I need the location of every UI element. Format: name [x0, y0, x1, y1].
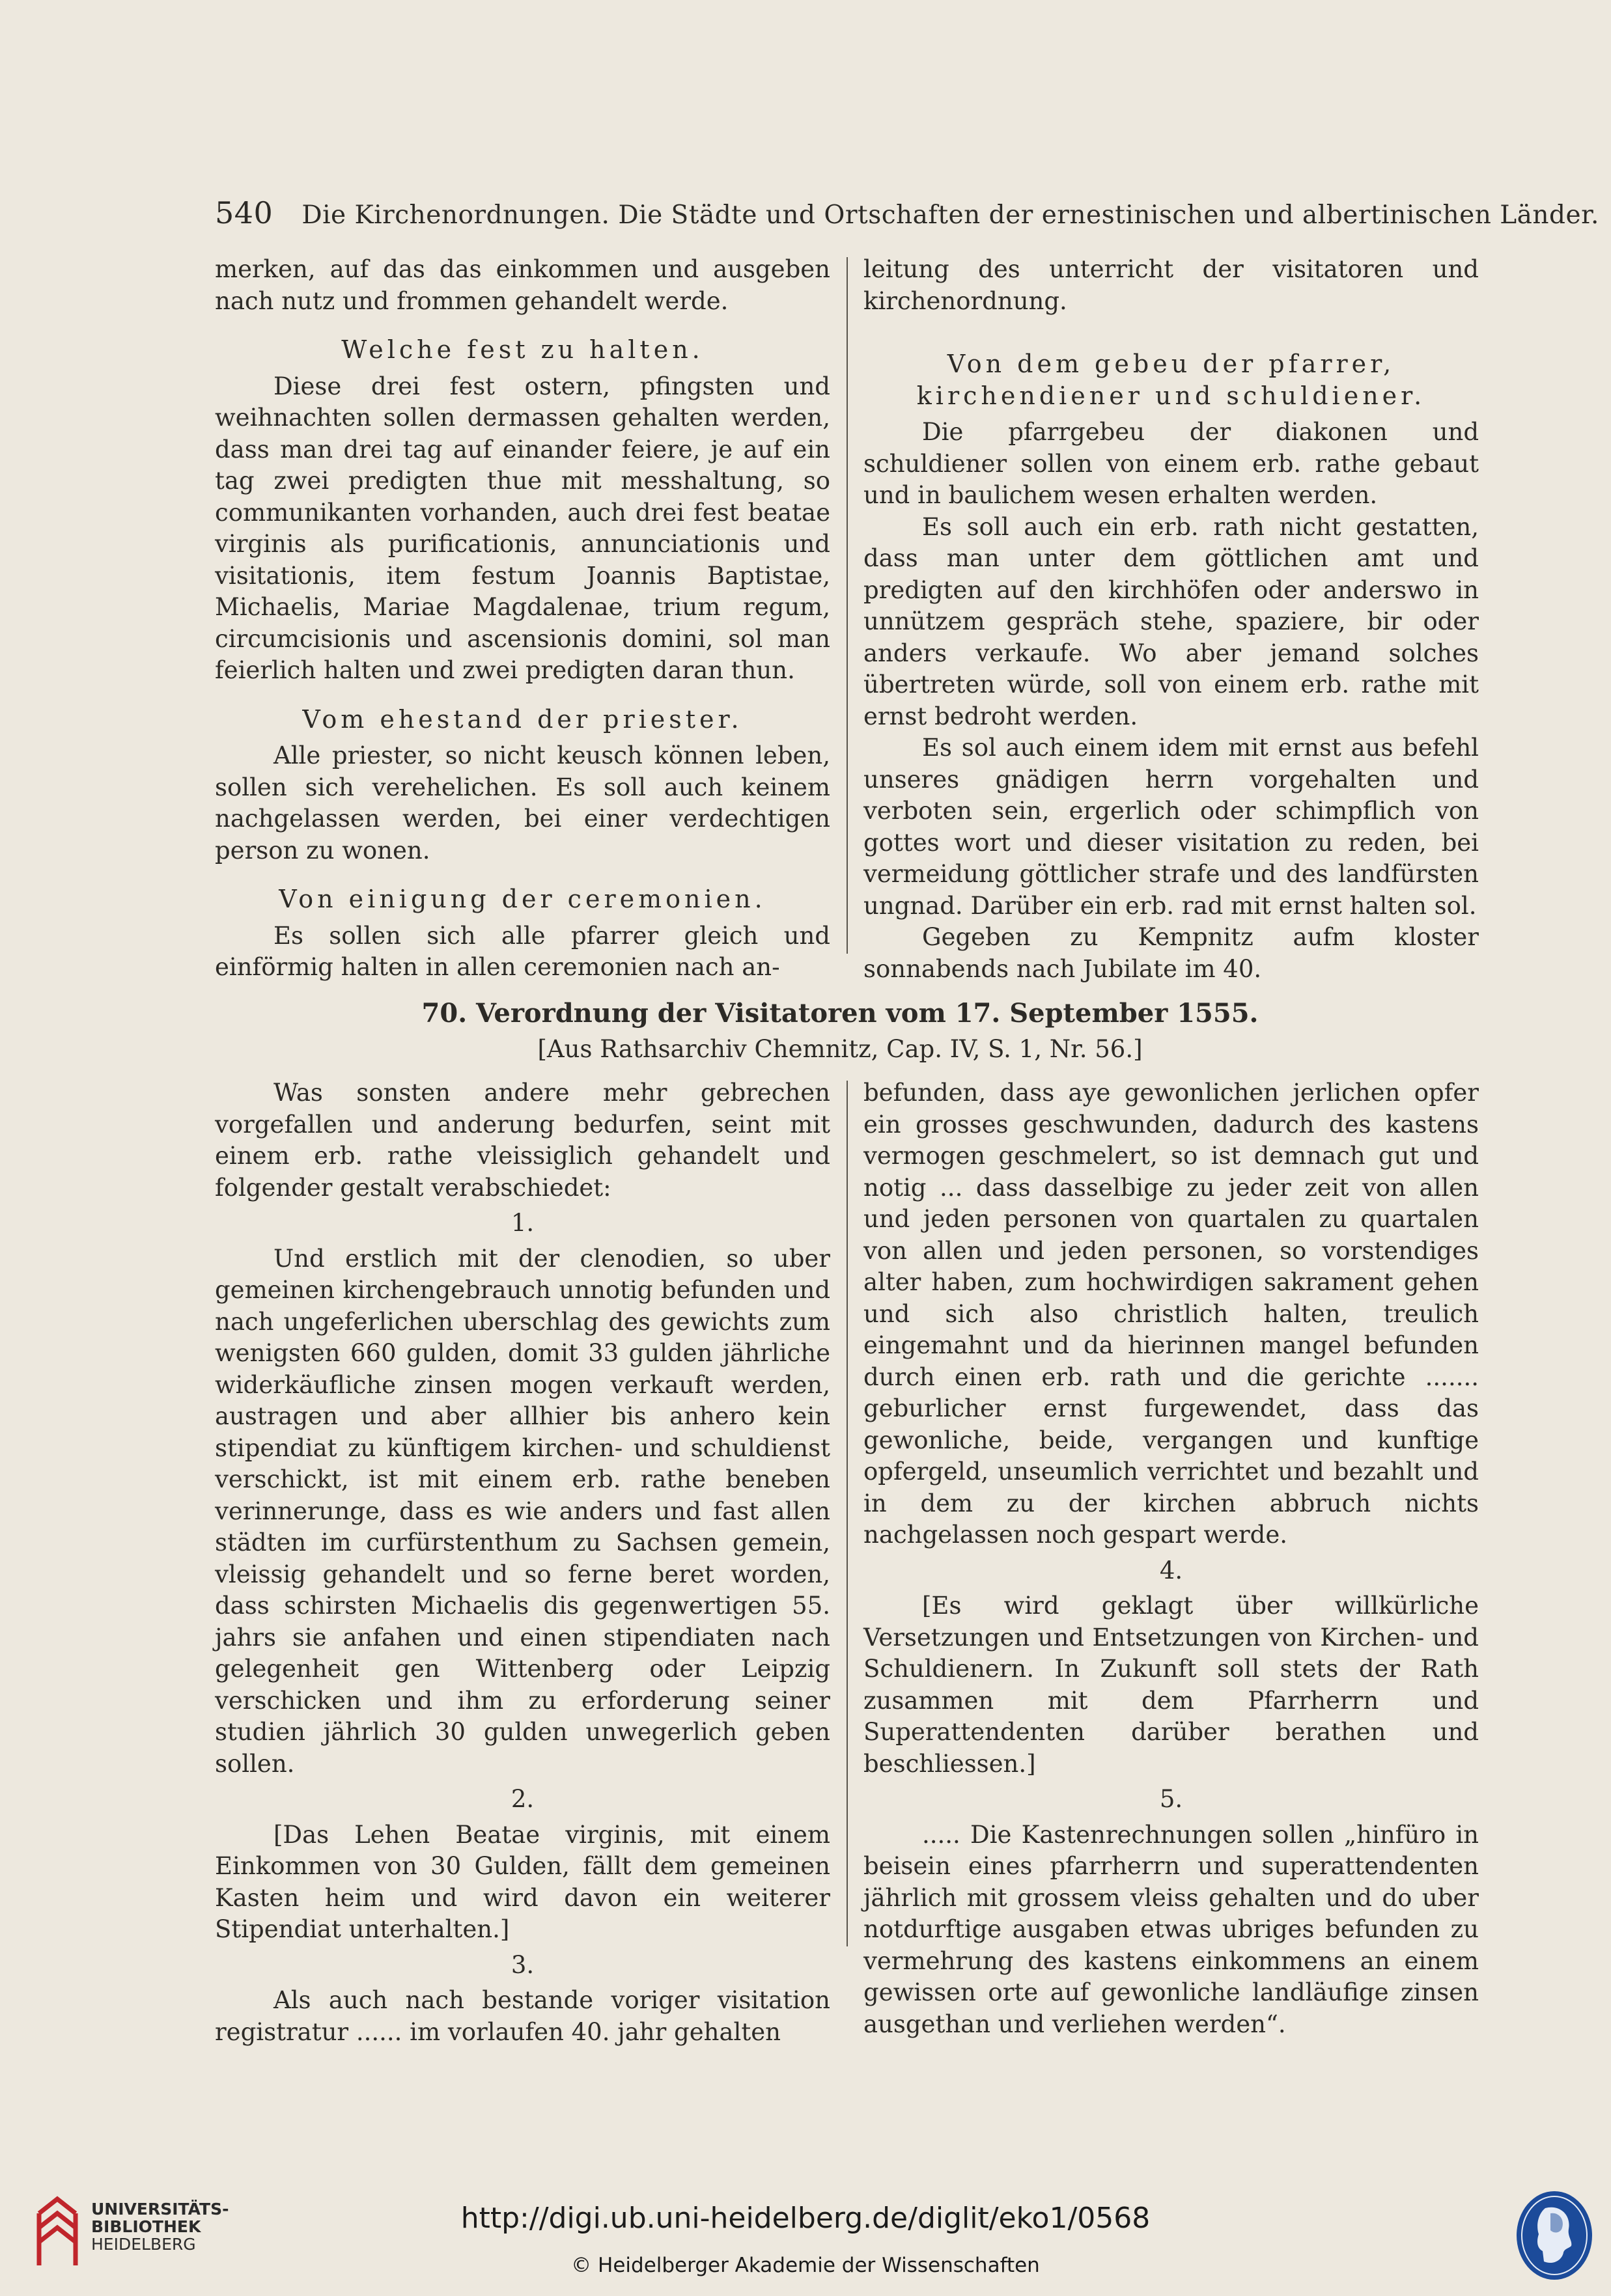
library-name-line: HEIDELBERG [91, 2235, 196, 2254]
section-heading: Von einigung der ceremonien. [279, 885, 766, 913]
paragraph: Als auch nach bestande voriger visitation registratur ...... im vorlaufen 40. jahr gehalten [215, 1986, 830, 2046]
paragraph: leitung des unterricht der visitatoren und kirchenordnung. [863, 255, 1479, 315]
section-heading: Von dem gebeu der pfarrer, kirchendiener und schuldiener. [916, 350, 1426, 410]
paragraph: Es sol auch einem idem mit ernst aus befehl unseres gnädigen herrn vorgehalten und verboten sein, ergerlich oder schimpflich von gottes wort und dieser visitation zu reden, bei vermeidung göttlicher strafe und des landfürsten ungnad. Darüber ein erb. rad mit ernst halten sol. [863, 734, 1479, 920]
paragraph: [Es wird geklagt über willkürliche Versetzungen und Entsetzungen von Kirchen- und Schuldienern. In Zukunft soll stets der Rath zusammen mit dem Pfarrherrn und Superattendenten darüber berathen und beschliessen.] [863, 1592, 1479, 1778]
column-divider [847, 257, 848, 954]
column-divider [847, 1081, 848, 1946]
paragraph: Es soll auch ein erb. rath nicht gestatten, dass man unter dem göttlichen amt und predigten auf den kirchhöfen oder anderswo in unnützem gespräch stehe, spaziere, bir oder anders verkaufe. Wo aber jemand solches übertreten würde, soll von einem erb. rathe mit ernst bedroht werden. [863, 512, 1479, 730]
paragraph: Die pfarrgebeu der diakonen und schuldiener sollen von einem erb. rathe gebaut und in baulichem wesen erhalten werden. [863, 418, 1479, 509]
paragraph: Gegeben zu Kempnitz aufm kloster sonnabends nach Jubilate im 40. [863, 923, 1479, 983]
academy-seal-icon [1514, 2189, 1595, 2283]
paragraph: ..... Die Kastenrechnungen sollen „hinfüro in beisein eines pfarrherrn und superattendenten jährlich mit grossem vleiss gehalten und do uber notdurftige ausgaben etwas ubriges befunden zu vermehrung des kastens einkommens an einem gewissen orte auf gewonliche landläufige zinsen ausgethan und verliehen werden“. [863, 1820, 1479, 2038]
section-number: 5. [1159, 1785, 1183, 1813]
section-number: 4. [1159, 1556, 1183, 1584]
section-heading: Welche fest zu halten. [341, 335, 704, 364]
section-number: 1. [511, 1209, 535, 1237]
paragraph: [Das Lehen Beatae virginis, mit einem Einkommen von 30 Gulden, fällt dem gemeinen Kasten heim und wird davon ein weiterer Stipendiat unterhalten.] [215, 1820, 830, 1943]
bottom-right-column [863, 1077, 1479, 2040]
library-name-line: UNIVERSITÄTS- [91, 2200, 229, 2219]
running-title: Die Kirchenordnungen. Die Städte und Ortschaften der ernestinischen und albertinischen Länder. [301, 201, 1599, 230]
paragraph: merken, auf das das einkommen und ausgeben nach nutz und frommen gehandelt werde. [215, 255, 830, 315]
paragraph: Es sollen sich alle pfarrer gleich und einförmig halten in allen ceremonien nach an- [215, 921, 830, 981]
copyright-notice: © Heidelberger Akademie der Wissenschaften [571, 2254, 1040, 2277]
permalink-url[interactable]: http://digi.ub.uni-heidelberg.de/diglit/eko1/0568 [460, 2202, 1151, 2235]
paragraph: befunden, dass aye gewonlichen jerlichen opfer ein grosses geschwunden, dadurch des kastens vermogen geschmelert, so ist demnach gut und notig ... dass dasselbige zu jeder zeit von allen und jeden personen von quartalen zu quartalen von allen und jeden personen, so vorstendiges alter haben, zum hochwirdigen sakrament gehen und sich also christlich halten, treulich eingemahnt und da hierinnen mangel befunden durch einen erb. rath und die gerichte ....... geburlicher ernst furgewendet, dass das gewonliche, beide, vergangen und kunftige opfergeld, unseumlich verrichtet und bezahlt und in dem zu der kirchen abbruch nichts nachgelassen noch gespart werde. [863, 1079, 1479, 1549]
footer-bar [0, 2174, 1611, 2296]
page-number: 540 [215, 195, 273, 230]
section-number: 3. [511, 1950, 535, 1979]
paragraph: Was sonsten andere mehr gebrechen vorgefallen und anderung bedurfen, seint mit einem erb. rathe vleissiglich gehandelt und folgender gestalt verabschiedet: [215, 1079, 830, 1202]
section-number: 2. [511, 1785, 535, 1813]
section-source: [Aus Rathsarchiv Chemnitz, Cap. IV, S. 1, Nr. 56.] [537, 1035, 1143, 1063]
section-title: 70. Verordnung der Visitatoren vom 17. September 1555. [421, 998, 1259, 1029]
paragraph: Alle priester, so nicht keusch können leben, sollen sich verehelichen. Es soll auch keinem nachgelassen werden, bei einer verdechtigen person zu wonen. [215, 741, 830, 864]
bottom-left-column [215, 1077, 830, 2048]
top-left-column [215, 254, 830, 984]
section-heading: Vom ehestand der priester. [302, 704, 743, 734]
library-name-line: BIBLIOTHEK [91, 2217, 201, 2236]
paragraph: Diese drei fest ostern, pfingsten und weihnachten sollen dermassen gehalten werden, dass man drei tag auf einander feiere, je auf ein tag zwei predigten thue mit messhaltung, so communikanten vorhanden, auch drei fest beatae virginis als purificationis, annunciationis und visitationis, item festum Joannis Baptistae, Michaelis, Mariae Magdalenae, trium regum, circumcisionis und ascensionis domini, sol man feierlich halten und zwei predigten daran thun. [215, 372, 830, 684]
paragraph: Und erstlich mit der clenodien, so uber gemeinen kirchengebrauch unnotig befunden und nach ungeferlichen uberschlag des gewichts zum wenigsten 660 gulden, domit 33 gulden jährliche widerkäufliche zinsen mogen verkauft werden, austragen und aber allhier bis anhero kein stipendiat zu künftigem kirchen- und schuldienst verschickt, ist mit einem erb. rathe beneben verinnerunge, dass es wie anders und fast allen städten im curfürstenthum zu Sachsen gemein, vleissig gehandelt und so ferne beret worden, dass schirsten Michaelis dis gegenwertigen 55. jahrs sie anfahen und einen stipendiaten nach gelegenheit gen Wittenberg oder Leipzig verschicken und ihm zu erforderung seiner studien jährlich 30 gulden unwegerlich geben sollen. [215, 1244, 830, 1778]
running-head [215, 195, 1599, 230]
top-right-column [863, 254, 1479, 985]
